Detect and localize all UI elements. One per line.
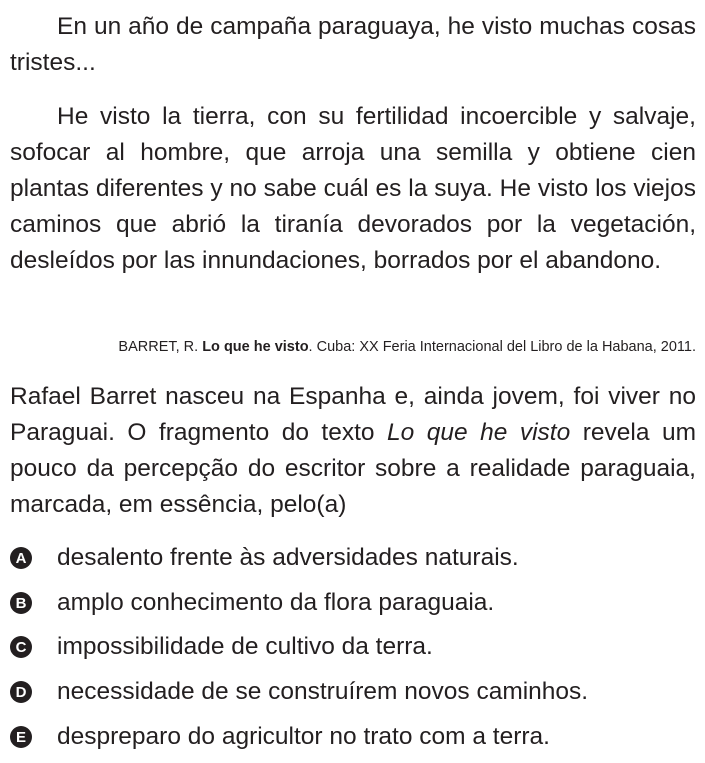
- option-a-text: desalento frente às adversidades naturais.: [57, 544, 519, 571]
- option-e-text: despreparo do agricultor no trato com a terra.: [57, 723, 550, 750]
- option-b-letter-icon: B: [10, 592, 32, 614]
- option-d[interactable]: [10, 677, 588, 707]
- citation-details: . Cuba: XX Feria Internacional del Libro de la Habana, 2011.: [308, 339, 696, 355]
- citation-title: Lo que he visto: [202, 339, 309, 355]
- citation-author: BARRET, R.: [118, 339, 203, 355]
- question-stem-text-end: revela um pouco da percepção do escritor sobre a realidade paraguaia, marcada, em essência, pelo(a): [10, 419, 696, 518]
- option-c-text: impossibilidade de cultivo da terra.: [57, 633, 433, 660]
- option-d-text: necessidade de se construírem novos caminhos.: [57, 678, 589, 705]
- option-a-letter-icon: A: [10, 547, 32, 569]
- option-a[interactable]: [10, 543, 519, 573]
- option-b[interactable]: [10, 588, 494, 618]
- option-c[interactable]: [10, 632, 433, 662]
- option-c-letter-icon: C: [10, 636, 32, 658]
- option-e[interactable]: [10, 722, 550, 752]
- option-e-letter-icon: E: [10, 726, 32, 748]
- question-stem: [10, 379, 696, 523]
- passage-paragraph-2: He visto la tierra, con su fertilidad incoercible y salvaje, sofocar al hombre, que arroja una semilla y obtiene cien plantas diferentes y no sabe cuál es la suya. He visto los viejos caminos que abrió la tiranía devorados por la vegetación, desleídos por las innundaciones, borrados por el abandono.: [10, 103, 696, 274]
- question-stem-title: Lo que he visto: [387, 419, 571, 446]
- passage-paragraph-1: En un año de campaña paraguaya, he visto muchas cosas tristes...: [10, 13, 696, 76]
- source-citation: [118, 337, 696, 357]
- question-stem-text: Rafael Barret nasceu na Espanha e, ainda jovem, foi viver no Paraguai. O fragmento do texto: [10, 383, 696, 446]
- option-b-text: amplo conhecimento da flora paraguaia.: [57, 589, 495, 616]
- option-d-letter-icon: D: [10, 681, 32, 703]
